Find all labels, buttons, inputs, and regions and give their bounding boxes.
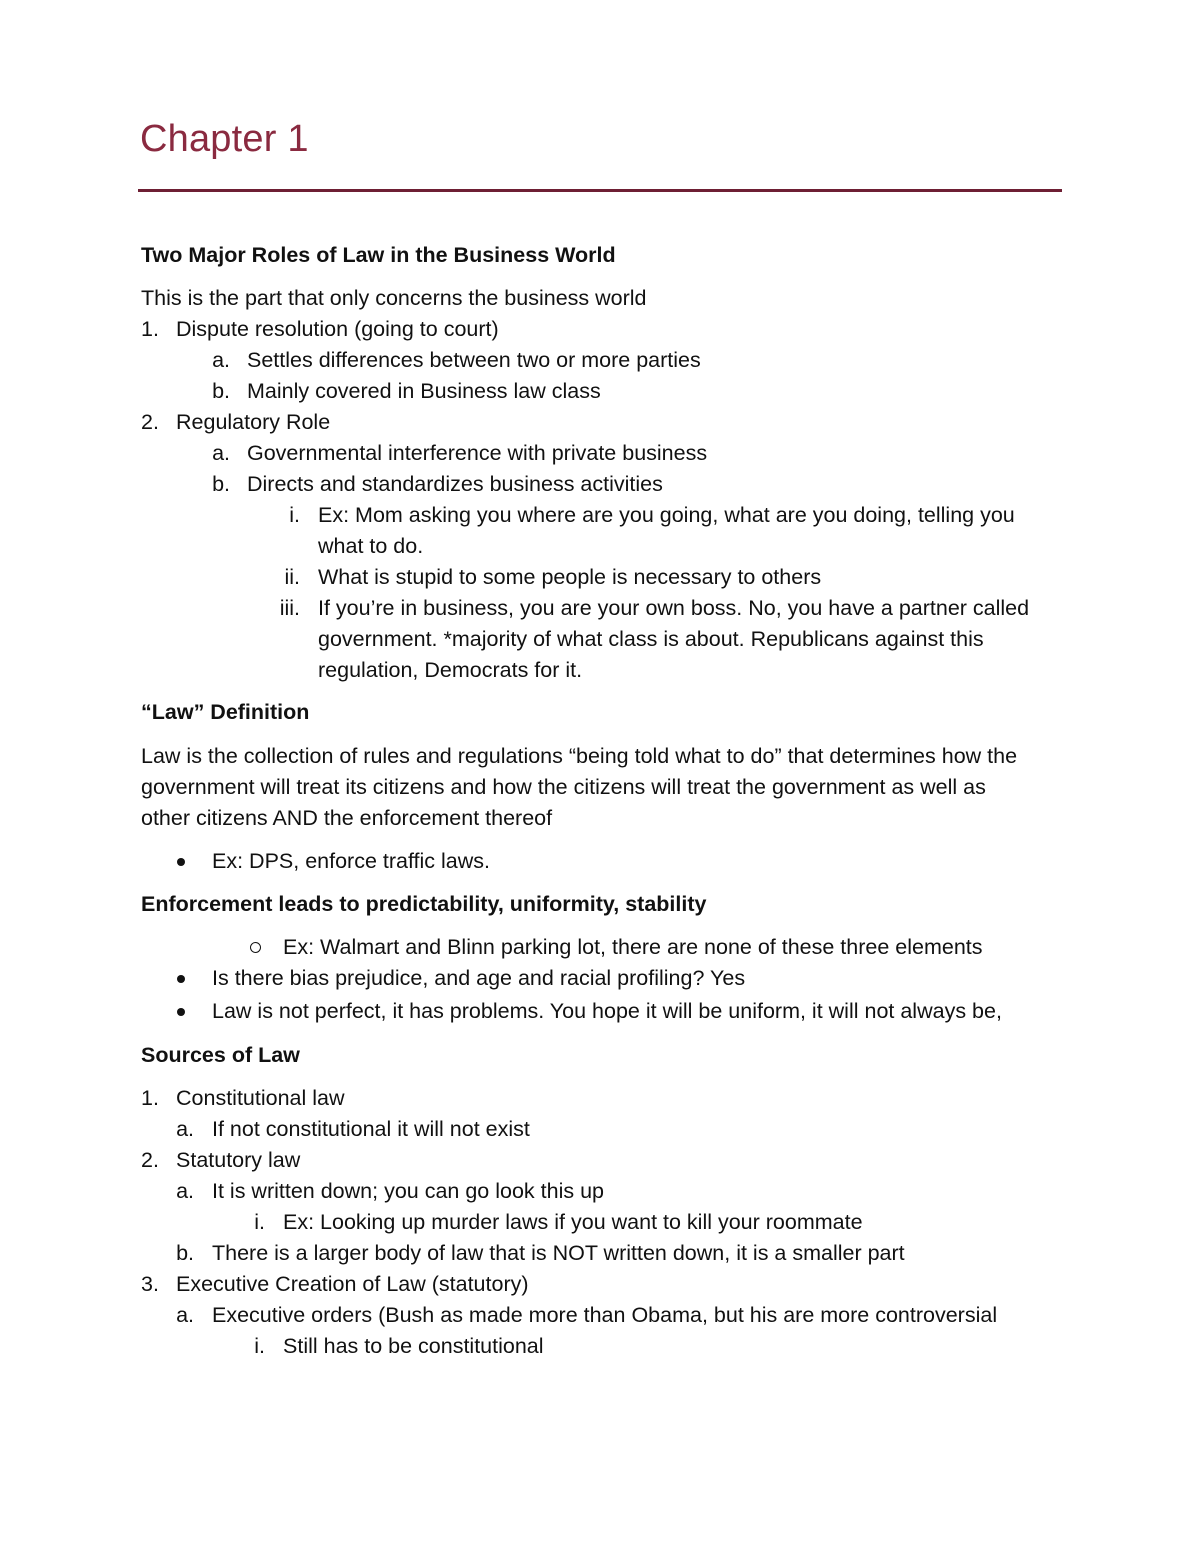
section-heading-enforcement: Enforcement leads to predictability, uniformity, stability (141, 892, 707, 916)
list-marker: 1. (141, 317, 159, 341)
list-marker: a. (176, 1117, 194, 1141)
title-underline-rule (138, 189, 1062, 192)
list-marker: 2. (141, 1148, 159, 1172)
bullet-icon (177, 858, 185, 866)
list-marker: b. (176, 1241, 194, 1265)
list-marker: iii. (279, 596, 300, 620)
list-item: Ex: Mom asking you where are you going, what are you doing, telling you (318, 503, 1015, 527)
list-item-continuation: what to do. (318, 534, 424, 558)
list-marker: a. (212, 441, 230, 465)
list-marker: 1. (141, 1086, 159, 1110)
list-item: If you’re in business, you are your own boss. No, you have a partner called (318, 596, 1030, 620)
bullet-icon (177, 975, 185, 983)
list-marker: b. (212, 472, 230, 496)
chapter-title: Chapter 1 (140, 118, 309, 160)
list-item: Dispute resolution (going to court) (176, 317, 499, 341)
list-marker: 2. (141, 410, 159, 434)
list-marker: a. (176, 1179, 194, 1203)
list-item: What is stupid to some people is necessary to others (318, 565, 822, 589)
list-item: There is a larger body of law that is NOT written down, it is a smaller part (212, 1241, 905, 1265)
list-marker: i. (254, 1210, 265, 1234)
section-intro: This is the part that only concerns the business world (141, 286, 647, 310)
paragraph-line: other citizens AND the enforcement thereof (141, 806, 553, 830)
list-item: Settles differences between two or more parties (247, 348, 701, 372)
section-heading-sources: Sources of Law (141, 1043, 300, 1067)
bullet-item: Is there bias prejudice, and age and racial profiling? Yes (212, 966, 746, 990)
sub-bullet-item: Ex: Walmart and Blinn parking lot, there are none of these three elements (283, 935, 983, 959)
paragraph-line: government will treat its citizens and how the citizens will treat the government as well as (141, 775, 986, 799)
list-marker: ii. (284, 565, 300, 589)
bullet-item: Ex: DPS, enforce traffic laws. (212, 849, 491, 873)
list-marker: b. (212, 379, 230, 403)
section-heading-law-definition: “Law” Definition (141, 700, 310, 724)
list-marker: a. (176, 1303, 194, 1327)
list-item: Mainly covered in Business law class (247, 379, 601, 403)
list-item-continuation: government. *majority of what class is about. Republicans against this (318, 627, 984, 651)
list-marker: 3. (141, 1272, 159, 1296)
list-item-continuation: regulation, Democrats for it. (318, 658, 583, 682)
list-item: Executive orders (Bush as made more than Obama, but his are more controversial (212, 1303, 998, 1327)
list-item: It is written down; you can go look this up (212, 1179, 604, 1203)
list-item: Constitutional law (176, 1086, 345, 1110)
list-marker: a. (212, 348, 230, 372)
bullet-icon (177, 1008, 185, 1016)
list-marker: i. (254, 1334, 265, 1358)
list-item: Statutory law (176, 1148, 301, 1172)
list-item: Governmental interference with private business (247, 441, 708, 465)
bullet-item: Law is not perfect, it has problems. You hope it will be uniform, it will not always be, (212, 999, 1002, 1023)
list-item: Directs and standardizes business activities (247, 472, 663, 496)
list-item: Regulatory Role (176, 410, 331, 434)
list-marker: i. (289, 503, 300, 527)
section-heading-roles: Two Major Roles of Law in the Business World (141, 243, 616, 267)
list-item: Still has to be constitutional (283, 1334, 544, 1358)
hollow-bullet-icon (250, 942, 261, 953)
paragraph-line: Law is the collection of rules and regulations “being told what to do” that determines how the (141, 744, 1018, 768)
list-item: If not constitutional it will not exist (212, 1117, 530, 1141)
list-item: Ex: Looking up murder laws if you want to kill your roommate (283, 1210, 863, 1234)
list-item: Executive Creation of Law (statutory) (176, 1272, 529, 1296)
